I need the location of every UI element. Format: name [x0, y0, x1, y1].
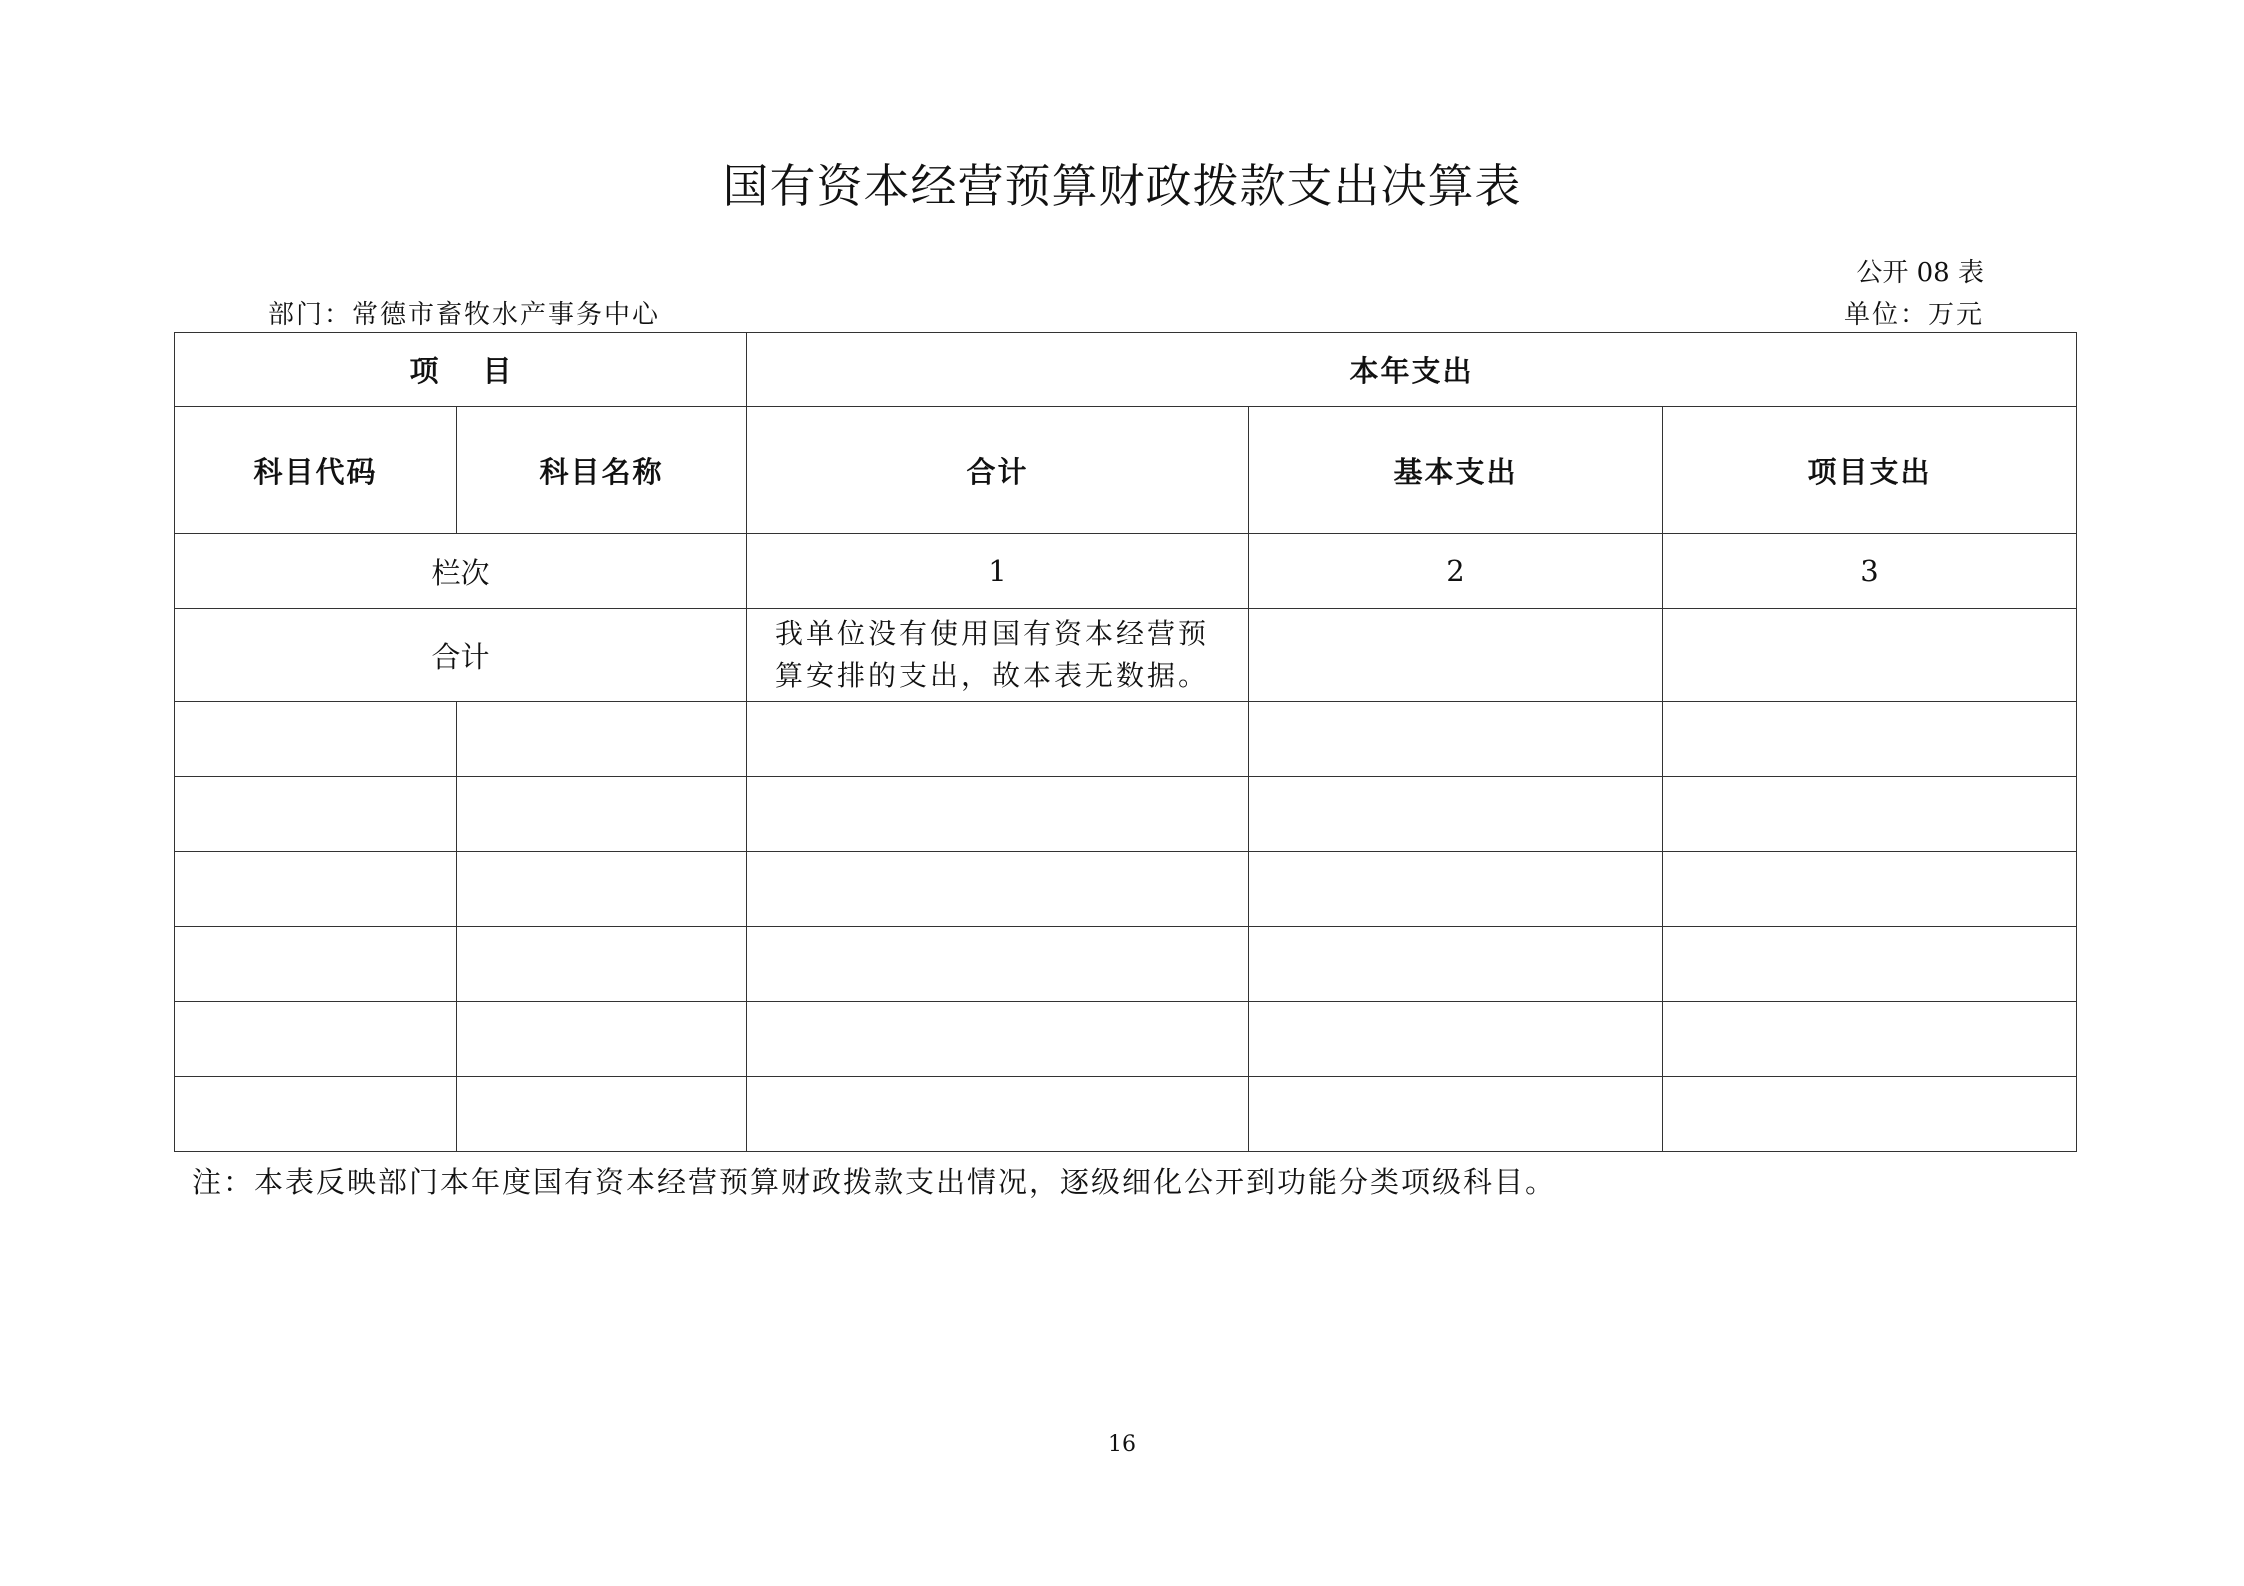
empty-cell	[175, 1002, 457, 1077]
table-row	[175, 1002, 2077, 1077]
header-item: 项目	[175, 333, 747, 407]
unit-label: 单位：万元	[1843, 300, 1984, 330]
empty-cell	[457, 1077, 747, 1152]
empty-cell	[457, 702, 747, 777]
empty-cell	[747, 777, 1249, 852]
empty-cell	[1663, 777, 2077, 852]
empty-cell	[1249, 702, 1663, 777]
empty-cell	[1663, 927, 2077, 1002]
empty-cell	[747, 1002, 1249, 1077]
empty-cell	[457, 852, 747, 927]
empty-cell	[1249, 927, 1663, 1002]
empty-cell	[175, 777, 457, 852]
table-row	[175, 777, 2077, 852]
form-number: 公开 08 表	[1856, 258, 1984, 288]
header-current-year: 本年支出	[747, 333, 2077, 407]
total-project-cell	[1663, 609, 2077, 702]
table-row	[175, 927, 2077, 1002]
total-row-label: 合计	[175, 609, 747, 702]
no-data-note: 我单位没有使用国有资本经营预算安排的支出，故本表无数据。	[747, 609, 1249, 702]
total-row	[175, 609, 2077, 702]
empty-cell	[175, 927, 457, 1002]
total-basic-cell	[1249, 609, 1663, 702]
empty-cell	[1249, 852, 1663, 927]
col-basic-expenditure: 基本支出	[1249, 407, 1663, 534]
column-index-2: 2	[1249, 534, 1663, 609]
empty-cell	[1249, 1077, 1663, 1152]
table-row	[175, 702, 2077, 777]
empty-cell	[175, 702, 457, 777]
footnote: 注：本表反映部门本年度国有资本经营预算财政拨款支出情况，逐级细化公开到功能分类项级科目。	[192, 1165, 1557, 1199]
col-total: 合计	[747, 407, 1249, 534]
empty-cell	[1249, 1002, 1663, 1077]
document-title: 国有资本经营预算财政拨款支出决算表	[722, 159, 1522, 213]
empty-cell	[1663, 1002, 2077, 1077]
empty-cell	[457, 777, 747, 852]
table-row	[175, 1077, 2077, 1152]
column-index-3: 3	[1663, 534, 2077, 609]
header-row-columns	[175, 407, 2077, 534]
column-index-label: 栏次	[175, 534, 747, 609]
table-row	[175, 852, 2077, 927]
empty-cell	[457, 927, 747, 1002]
expenditure-table	[174, 332, 2077, 1152]
empty-cell	[1663, 1077, 2077, 1152]
col-subject-code: 科目代码	[175, 407, 457, 534]
empty-cell	[1249, 777, 1663, 852]
page-number: 16	[1108, 1432, 1136, 1457]
empty-cell	[175, 852, 457, 927]
empty-cell	[1663, 852, 2077, 927]
empty-cell	[747, 702, 1249, 777]
empty-cell	[1663, 702, 2077, 777]
empty-cell	[175, 1077, 457, 1152]
empty-cell	[747, 852, 1249, 927]
column-index-1: 1	[747, 534, 1249, 609]
header-row-top	[175, 333, 2077, 407]
empty-cell	[457, 1002, 747, 1077]
column-index-row	[175, 534, 2077, 609]
empty-cell	[747, 1077, 1249, 1152]
col-subject-name: 科目名称	[457, 407, 747, 534]
department-label: 部门：常德市畜牧水产事务中心	[268, 300, 661, 330]
empty-cell	[747, 927, 1249, 1002]
col-project-expenditure: 项目支出	[1663, 407, 2077, 534]
